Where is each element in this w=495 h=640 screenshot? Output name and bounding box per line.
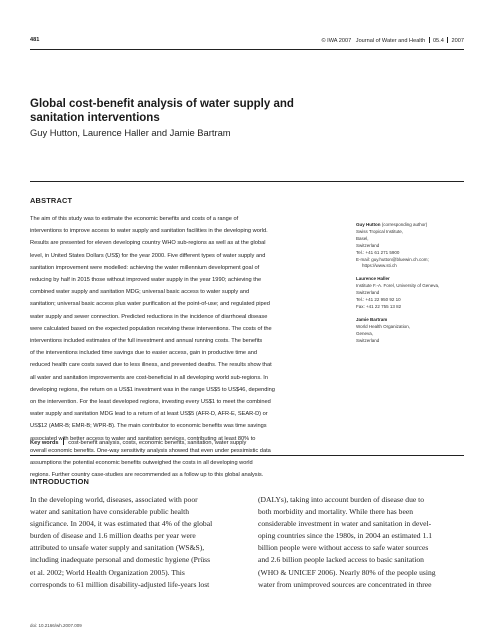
article-title	[30, 97, 360, 125]
author-affiliations	[356, 222, 466, 351]
doi[interactable]: doi: 10.2166/wh.2007.009	[30, 623, 82, 628]
affiliation-line: Institute F.-A. Forel, University of Geneva,	[356, 283, 440, 289]
body-line: and 2.6 billion people lacked access to basic sanitation	[258, 555, 424, 565]
section-heading: INTRODUCTION	[30, 477, 90, 486]
abstract-line: sanitation improvement were modelled: achieving the water millennium development goal of	[30, 264, 260, 271]
intro-right-column	[258, 494, 468, 591]
body-line: (DALYs), taking into account burden of disease due to	[258, 495, 425, 504]
affiliation-block	[356, 317, 466, 345]
body-line: attributed to unsafe water supply and sanitation (WS&S),	[30, 543, 205, 553]
abstract-line: assumptions the potential economic benefits outweighed the costs in all developing world	[30, 460, 253, 467]
body-line: In the developing world, diseases, associated with poor	[30, 495, 198, 504]
abstract-line: reduced health care costs saved due to less illness, and prevented deaths. The results show that	[30, 362, 272, 369]
abstract-rule	[30, 181, 464, 182]
abstract-line: interventions included estimates of the full investment and annual running costs. The benefits	[30, 338, 263, 345]
affiliation-line: Switzerland	[356, 242, 380, 248]
body-line: (WHO & UNICEF 2006). Nearly 80% of the people using	[258, 567, 436, 577]
body-line: water from unimproved sources are concentrated in three	[258, 579, 432, 589]
journal-volume: 05.4	[432, 38, 444, 44]
affiliation-block	[356, 222, 466, 270]
intro-left-column	[30, 494, 240, 591]
body-line: et al. 2002; World Health Organization 2005). This	[30, 567, 185, 577]
affiliation-line: World Health Organization,	[356, 323, 410, 329]
abstract-line: all water and sanitation improvements are cost-beneficial in all developing world sub-regions. In	[30, 374, 268, 381]
affiliation-line: Tel.: +41 61 271 5900	[356, 249, 400, 255]
affiliation-line: Swiss Tropical Institute,	[356, 228, 404, 234]
abstract-line: combined water supply and sanitation MDG; universal basic access to water supply and	[30, 289, 250, 296]
page-number: 481	[30, 37, 40, 43]
affiliation-name: Jamie Bartram	[356, 316, 388, 322]
keywords-separator	[63, 438, 64, 445]
abstract-line: level, in United States Dollars (US$) for the year 2000. Five different types of water supply and	[30, 252, 266, 259]
body-line: significance. In 2004, it was estimated that 4% of the global	[30, 519, 213, 529]
title-line: Global cost-benefit analysis of water supply and	[30, 98, 294, 110]
abstract-line: were calculated based on the expected population receiving these interventions. The costs of the	[30, 325, 272, 332]
affiliation-line: Switzerland	[356, 290, 380, 296]
abstract-line: developing regions, the return on a US$1 investment was in the range US$5 to US$46, depending	[30, 386, 275, 393]
body-line: corresponds to 61 million disability-adjusted life-years lost	[30, 579, 210, 589]
affiliation-line: Fax: +41 22 755 13 82	[356, 303, 402, 309]
affiliation-line: Switzerland	[356, 337, 380, 343]
affiliation-name: Guy Hutton	[356, 222, 381, 227]
running-header	[30, 37, 464, 47]
abstract-line: Results are presented for eleven developing country WHO sub-regions as well as at the global	[30, 240, 266, 247]
abstract-line: associated with better access to water and sanitation services, contributing at least 80% to	[30, 435, 256, 442]
author-list: Guy Hutton, Laurence Haller and Jamie Bartram	[30, 127, 231, 138]
abstract-heading: ABSTRACT	[30, 196, 73, 205]
body-line: burden of disease and 1.6 million deaths per year were	[30, 531, 196, 541]
body-line: billion people were without access to safe water sources	[258, 543, 429, 553]
copyright: © IWA 2007	[321, 38, 352, 44]
affiliation-role: (corresponding author)	[380, 222, 428, 227]
journal-year: 2007	[451, 38, 464, 44]
section-rule	[30, 455, 464, 456]
abstract-line: reducing by half in 2015 those without improved water supply in the year 1990; achieving the	[30, 277, 262, 284]
body-line: including inadequate personal and domestic hygiene (Prüss	[30, 555, 211, 565]
keywords	[30, 438, 350, 446]
affiliation-email[interactable]: E-mail: guy.hutton@bluewin.ch.com;	[356, 256, 429, 262]
journal-info	[321, 37, 464, 44]
abstract-line: on the intervention. For the least developed regions, investing every US$1 to meet the combined	[30, 399, 271, 406]
abstract-line: US$12 (AMR-B; EMR-B; WPR-B). The main contributor to economic benefits was time savings	[30, 423, 267, 430]
abstract-line: sanitation; universal basic access plus water purification at the point-of-use; and regulated piped	[30, 301, 270, 308]
abstract-line: water supply and sewer connection. Predicted reductions in the incidence of diarrhoeal disease	[30, 313, 268, 320]
header-separator	[429, 37, 430, 43]
affiliation-line: Geneva,	[356, 330, 374, 336]
body-line: both morbidity and mortality. While there has been	[258, 507, 414, 517]
body-line: water and sanitation have considerable public health	[30, 507, 189, 517]
keywords-list: cost-benefit analysis, costs, economic benefits, sanitation, water supply	[68, 440, 247, 446]
affiliation-block	[356, 276, 466, 311]
abstract-line: The aim of this study was to estimate the economic benefits and costs of a range of	[30, 216, 239, 222]
abstract-line: overall economic benefits. One-way sensitivity analysis showed that even under pessimistic data	[30, 447, 271, 454]
affiliation-url[interactable]: https://www.sti.ch	[362, 263, 397, 269]
abstract-line: of the interventions included time savings due to easier access, gain in productive time and	[30, 350, 258, 357]
title-line: sanitation interventions	[30, 112, 160, 124]
abstract-line: interventions to improve access to water supply and sanitation facilities in the developing world.	[30, 228, 268, 235]
affiliation-line: Tel.: +41 22 950 92 10	[356, 297, 401, 303]
abstract-line: water supply and sanitation MDG lead to a return of at least US$5 (AFR-D, AFR-E, SEAR-D) or	[30, 411, 268, 418]
abstract-line: regions. Further country case-studies are recommended as a follow up to this global analysis.	[30, 472, 264, 479]
affiliation-name: Laurence Haller	[356, 276, 390, 282]
header-rule	[30, 49, 464, 50]
keywords-label: Key words	[30, 440, 59, 446]
affiliation-line: Basel,	[356, 235, 369, 241]
journal-name: Journal of Water and Health	[355, 38, 426, 44]
body-line: oping countries since the 1980s, in 2004 an estimated 1.1	[258, 531, 432, 541]
body-line: considerable investment in water and sanitation in devel-	[258, 519, 432, 529]
header-separator	[447, 37, 448, 43]
